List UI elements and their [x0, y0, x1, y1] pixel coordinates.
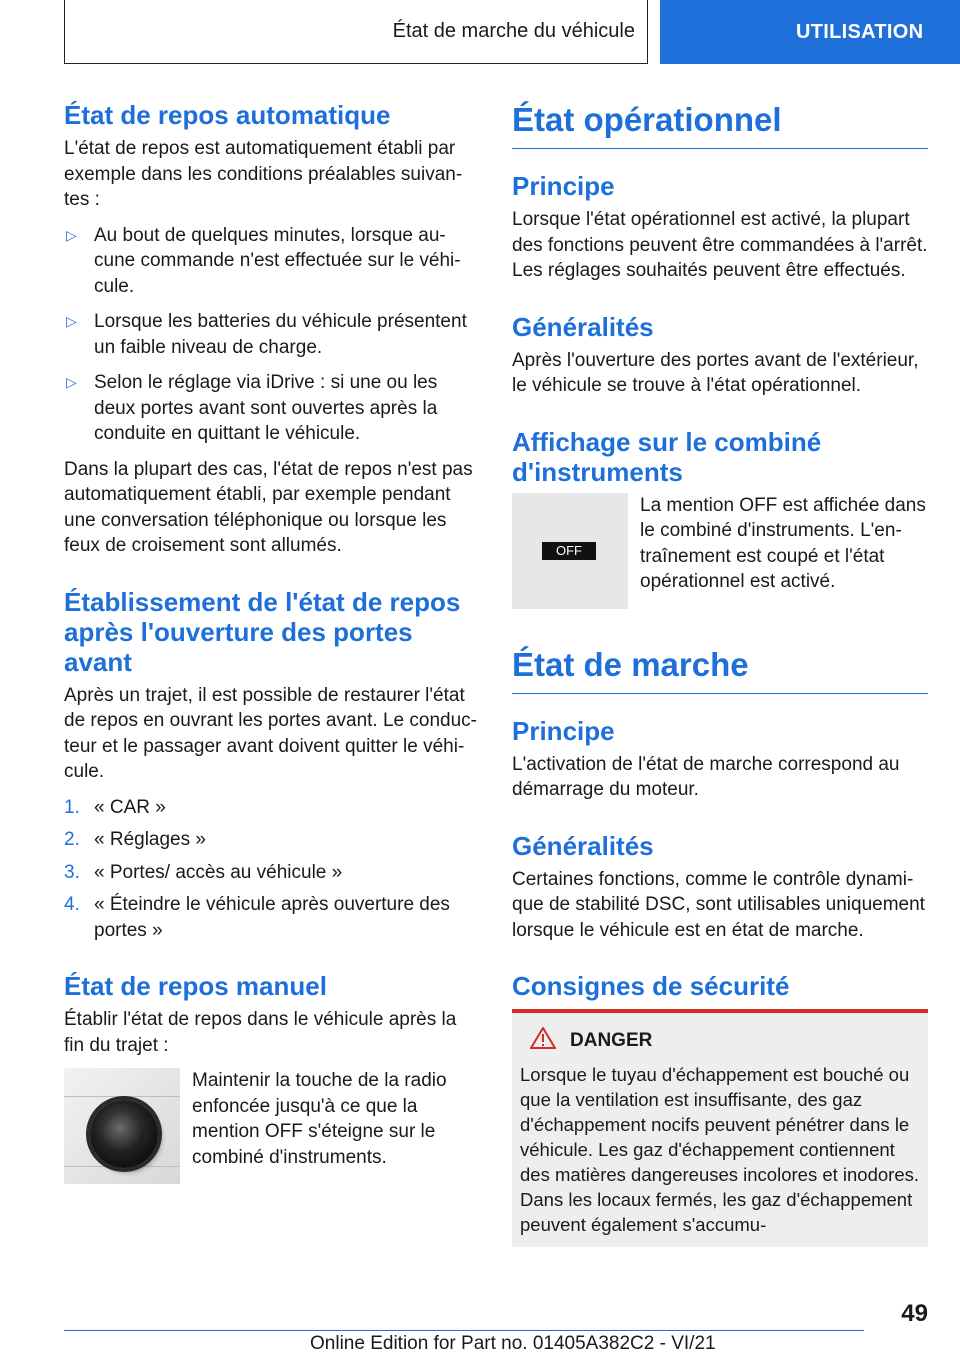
page-number: 49	[901, 1300, 928, 1327]
heading-drive-state: État de marche	[512, 645, 928, 694]
auto-rest-conditions	[64, 223, 479, 447]
principle-operational-text: Lorsque l'état opérationnel est activé, la plupart des fonctions peuvent être commandées à l'arrêt. Les réglages souhaités peuvent être effectués.	[512, 209, 928, 281]
list-item: 2. « Réglages »	[64, 829, 206, 850]
danger-callout	[512, 1009, 928, 1247]
rest-after-doors-intro: Après un trajet, il est possible de restaurer l'état de repos en ouvrant les portes avant. Le conducteur et le passager avant doivent quitter le véhicule.	[64, 684, 477, 782]
general-operational-text: Après l'ouverture des portes avant de l'extérieur, le véhicule se trouve à l'état opérationnel.	[512, 349, 919, 396]
footer-rule	[64, 1330, 864, 1331]
manual-rest-figure	[64, 1068, 479, 1184]
list-item: ▷ Lorsque les batteries du véhicule présentent un faible niveau de charge.	[66, 311, 467, 358]
header-section-title: État de marche du véhicule	[392, 20, 635, 42]
off-indicator: OFF	[542, 542, 596, 560]
heading-general-operational: Généralités	[512, 311, 654, 342]
danger-label: DANGER	[570, 1029, 653, 1051]
running-header-section	[64, 0, 648, 64]
manual-rest-instruction: Maintenir la touche de la radio enfoncée jusqu'à ce que la mention OFF s'éteigne sur le combiné d'instruments.	[192, 1070, 447, 1168]
triangle-right-icon: ▷	[66, 313, 77, 329]
heading-auto-rest: État de repos automatique	[64, 100, 391, 130]
heading-operational-state: État opérationnel	[512, 100, 928, 149]
auto-rest-intro: L'état de repos est automatiquement établi par exemple dans les conditions préalables suivantes :	[64, 138, 463, 210]
general-drive-text: Certaines fonctions, comme le contrôle dynamique de stabilité DSC, sont utilisables uniquement lorsque le véhicule est en état de marche.	[512, 868, 925, 941]
off-display-image	[512, 493, 628, 609]
heading-safety: Consignes de sécurité	[512, 971, 790, 1001]
heading-cluster-display: Affichage sur le combiné d'instruments	[512, 426, 822, 487]
left-column	[64, 100, 479, 1184]
manual-rest-intro: Établir l'état de repos dans le véhicule après la fin du trajet :	[64, 1009, 457, 1056]
rest-after-doors-steps	[64, 795, 479, 944]
principle-drive-text: L'activation de l'état de marche correspond au démarrage du moteur.	[512, 753, 900, 800]
list-item: ▷ Selon le réglage via iDrive : si une ou les deux portes avant sont ouvertes après la conduite en quittant le véhicule.	[66, 372, 438, 444]
cluster-display-text: La mention OFF est affichée dans le combiné d'instruments. L'entraînement est coupé et l'état opérationnel est activé.	[640, 494, 926, 592]
running-header-chapter	[660, 0, 960, 64]
header-chapter-title: UTILISATION	[796, 20, 924, 43]
triangle-right-icon: ▷	[66, 374, 77, 390]
heading-principle-operational: Principe	[512, 171, 615, 201]
heading-principle-drive: Principe	[512, 715, 615, 746]
warning-triangle-icon	[530, 1027, 556, 1054]
cluster-display-figure	[512, 493, 928, 609]
heading-manual-rest: État de repos manuel	[64, 971, 327, 1001]
list-item: ▷ Au bout de quelques minutes, lorsque aucune commande n'est effectuée sur le véhicule.	[66, 224, 461, 297]
right-column	[512, 100, 928, 1247]
list-item: 3. « Portes/ accès au véhicule »	[64, 861, 343, 883]
heading-general-drive: Généralités	[512, 830, 654, 861]
triangle-right-icon: ▷	[66, 226, 77, 243]
radio-knob-image	[64, 1068, 180, 1184]
heading-rest-after-doors: Établissement de l'état de repos après l'ouverture des portes avant	[64, 586, 461, 677]
danger-text: Lorsque le tuyau d'échappement est bouché ou que la ventilation est insuffisante, des gaz d'échappement nocifs peuvent pénétrer dans le véhicule. Les gaz d'échappement contiennent des matières dangereuses incolores et inodores. Dans les locaux fermés, les gaz d'échappement peuvent également s'accumu-	[520, 1064, 920, 1235]
list-item: 1. « CAR »	[64, 796, 166, 818]
auto-rest-note: Dans la plupart des cas, l'état de repos n'est pas automatiquement établi, par exemple pendant une conversation téléphonique ou lorsque les feux de croisement sont allumés.	[64, 458, 473, 556]
edition-note: Online Edition for Part no. 01405A382C2 - VI/21	[310, 1333, 716, 1354]
list-item: 4. « Éteindre le véhicule après ouverture des portes »	[64, 894, 450, 941]
